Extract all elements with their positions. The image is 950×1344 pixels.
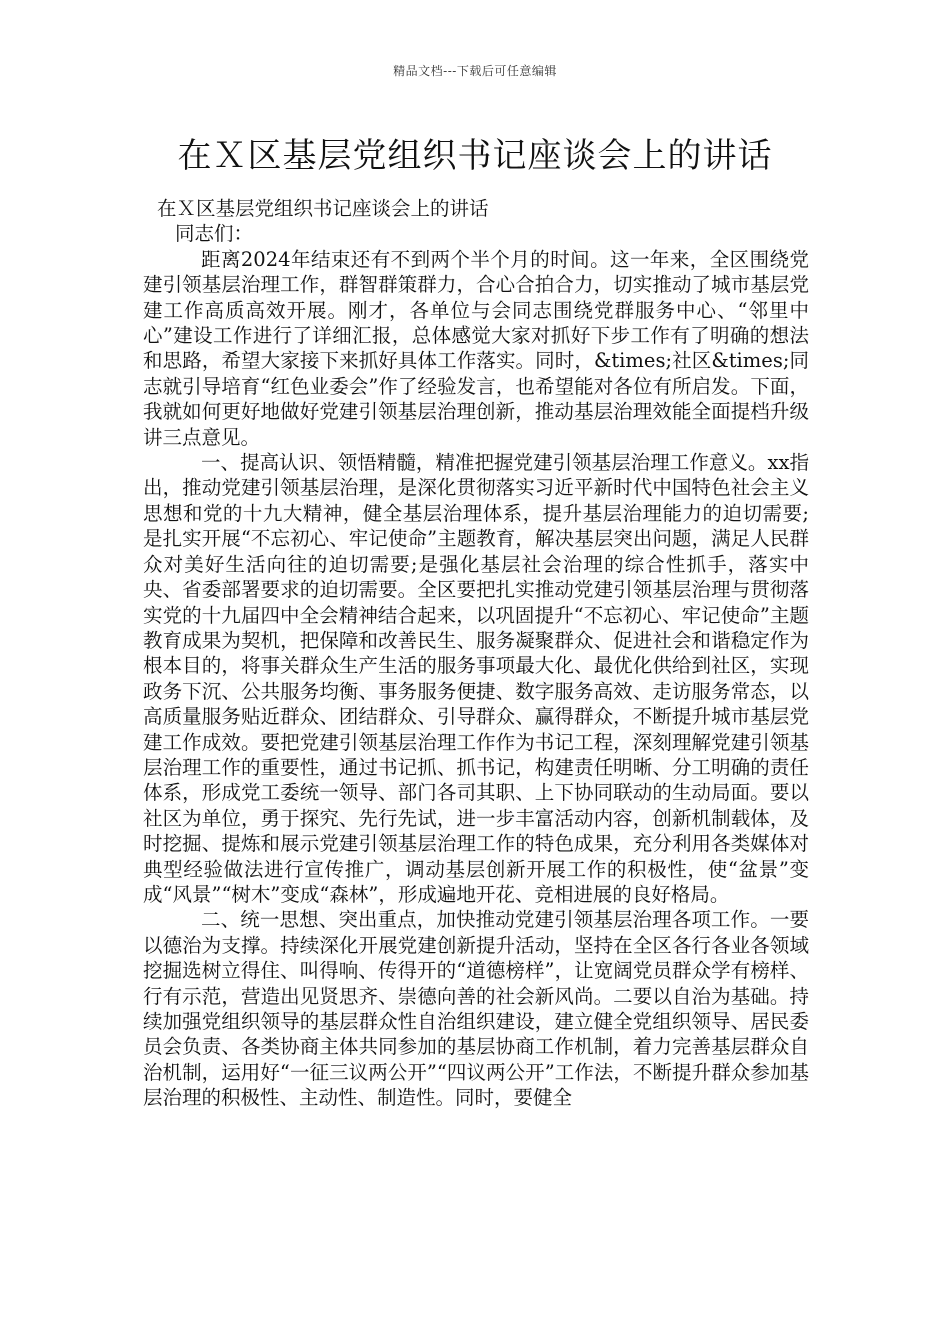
document-title: 在Ｘ区基层党组织书记座谈会上的讲话 bbox=[177, 136, 773, 176]
paragraph-point-two: 二、统一思想、突出重点，加快推动党建引领基层治理各项工作。一要以德治为支撑。持续深化开展党建创新提升活动，坚持在全区各行各业各领域挖掘选树立得住、叫得响、传得开的“道德榜样”，让宽阔党员群众学有榜样、行有示范，营造出见贤思齐、崇德向善的社会新风尚。二要以自治为基础。持续加强党组织领导的基层群众性自治组织建设，建立健全党组织领导、居民委员会负责、各类协商主体共同参加的基层协商工作机制，着力完善基层群众自治机制，运用好“一征三议两公开”“四议两公开”工作法，不断提升群众参加基层治理的积极性、主动性、制造性。同时，要健全 bbox=[143, 908, 809, 1110]
salutation: 同志们： bbox=[175, 222, 254, 246]
paragraph-point-one: 一、提高认识、领悟精髓，精准把握党建引领基层治理工作意义。xx指出，推动党建引领基层治理，是深化贯彻落实习近平新时代中国特色社会主义思想和党的十九大精神，健全基层治理体系，提升基层治理能力的迫切需要;是扎实开展“不忘初心、牢记使命”主题教育，解决基层突出问题，满足人民群众对美好生活向往的迫切需要;是强化基层社会治理的综合性抓手，落实中央、省委部署要求的迫切需要。全区要把扎实推动党建引领基层治理与贯彻落实党的十九届四中全会精神结合起来，以巩固提升“不忘初心、牢记使命”主题教育成果为契机，把保障和改善民生、服务凝聚群众、促进社会和谐稳定作为根本目的，将事关群众生产生活的服务事项最大化、最优化供给到社区，实现政务下沉、公共服务均衡、事务服务便捷、数字服务高效、走访服务常态，以高质量服务贴近群众、团结群众、引导群众、赢得群众，不断提升城市基层党建工作成效。要把党建引领基层治理工作作为书记工程，深刻理解党建引领基层治理工作的重要性，通过书记抓、抓书记，构建责任明晰、分工明确的责任体系，形成党工委统一领导、部门各司其职、上下协同联动的生动局面。要以社区为单位，勇于探究、先行先试，进一步丰富活动内容，创新机制载体，及时挖掘、提炼和展示党建引领基层治理工作的特色成果，充分利用各类媒体对典型经验做法进行宣传推广，调动基层创新开展工作的积极性，使“盆景”变成“风景”“树木”变成“森林”，形成遍地开花、竞相进展的良好格局。 bbox=[143, 451, 809, 906]
document-body bbox=[143, 196, 809, 1111]
paragraph-intro: 距离2024年结束还有不到两个半个月的时间。这一年来，全区围绕党建引领基层治理工作，群智群策群力，合心合拍合力，切实推动了城市基层党建工作高质高效开展。刚才，各单位与会同志围绕党群服务中心、“邻里中心”建设工作进行了详细汇报，总体感觉大家对抓好下步工作有了明确的想法和思路，希望大家接下来抓好具体工作落实。同时，&times;社区&times;同志就引导培育“红色业委会”作了经验发言，也希望能对各位有所启发。下面，我就如何更好地做好党建引领基层治理创新，推动基层治理效能全面提档升级讲三点意见。 bbox=[143, 247, 809, 449]
document-subtitle: 在Ｘ区基层党组织书记座谈会上的讲话 bbox=[157, 197, 489, 220]
page-header-note: 精品文档---下载后可任意编辑 bbox=[393, 64, 557, 78]
